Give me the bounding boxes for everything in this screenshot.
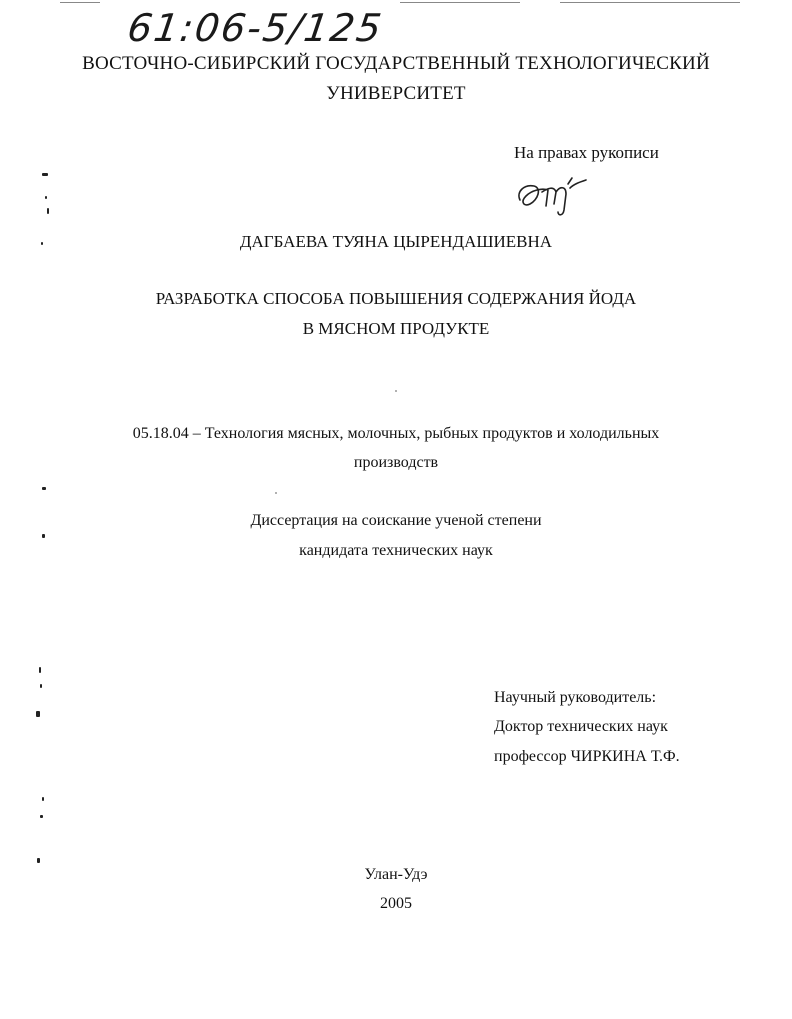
thesis-title-line2: В МЯСНОМ ПРОДУКТЕ: [302, 319, 490, 338]
scan-speck: [37, 858, 40, 863]
scan-speck: [42, 173, 48, 176]
university-name-line1: ВОСТОЧНО-СИБИРСКИЙ ГОСУДАРСТВЕННЫЙ ТЕХНОЛОГИЧЕСКИЙ: [82, 53, 710, 74]
university-name-line2: УНИВЕРСИТЕТ: [326, 83, 466, 104]
dissertation-line2: кандидата технических наук: [299, 542, 493, 559]
scan-mark: [60, 2, 100, 3]
scan-speck: [42, 487, 46, 490]
scan-speck: [36, 711, 40, 717]
scan-speck: [39, 667, 41, 673]
scan-speck: [45, 196, 47, 199]
scan-mark: [560, 2, 740, 3]
scan-speck: [395, 390, 397, 392]
scan-speck: [47, 208, 49, 214]
scan-speck: [42, 534, 45, 538]
scan-speck: [42, 797, 44, 801]
author-name: ДАГБАЕВА ТУЯНА ЦЫРЕНДАШИЕВНА: [239, 232, 553, 251]
city: Улан-Удэ: [364, 866, 428, 883]
signature: [512, 170, 592, 220]
thesis-title-line1: РАЗРАБОТКА СПОСОБА ПОВЫШЕНИЯ СОДЕРЖАНИЯ ЙОДА: [155, 289, 637, 308]
scan-speck: [40, 815, 43, 818]
specialty-line2: производств: [353, 454, 439, 471]
scan-speck: [40, 684, 42, 688]
scan-speck: [41, 242, 43, 245]
year: 2005: [380, 895, 412, 912]
scan-speck: [275, 492, 277, 494]
scan-mark: [400, 2, 520, 3]
dissertation-line1: Диссертация на соискание ученой степени: [250, 512, 542, 529]
advisor-degree: Доктор технических наук: [494, 718, 668, 735]
manuscript-rights: На правах рукописи: [514, 143, 659, 162]
advisor-label: Научный руководитель:: [494, 689, 657, 706]
specialty-line1: 05.18.04 – Технология мясных, молочных, рыбных продуктов и холодильных: [132, 425, 660, 442]
archive-code: 61:06-5/125: [124, 6, 386, 50]
advisor-name: профессор ЧИРКИНА Т.Ф.: [494, 748, 680, 765]
